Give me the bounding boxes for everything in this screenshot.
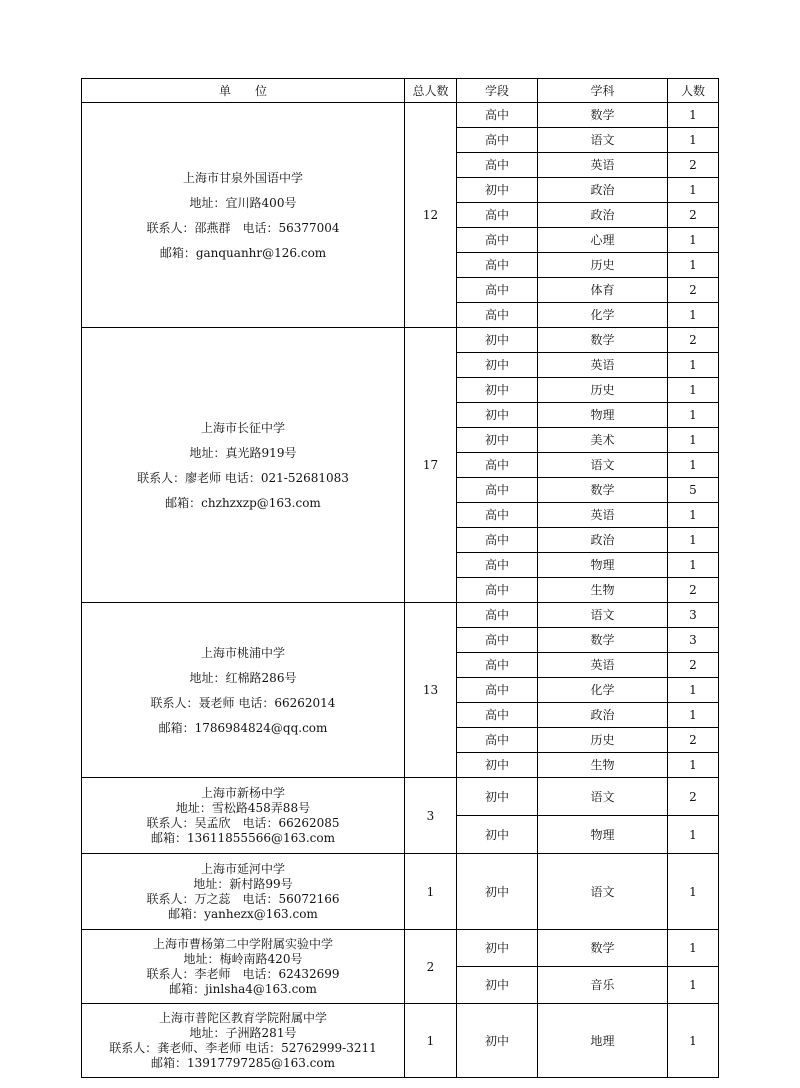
header-total: 总人数: [405, 79, 457, 103]
subject-cell: 地理: [538, 1004, 668, 1078]
count-cell: 3: [668, 628, 719, 653]
school-name: 上海市新杨中学: [200, 785, 285, 800]
school-email: 邮箱：13611855566@163.com: [150, 830, 336, 845]
header-stage: 学段: [457, 79, 538, 103]
stage-cell: 高中: [457, 203, 538, 228]
stage-cell: 初中: [457, 328, 538, 353]
count-cell: 3: [668, 603, 719, 628]
count-cell: 2: [668, 778, 719, 816]
school-address: 地址：雪松路458弄88号: [175, 800, 311, 815]
count-cell: 1: [668, 930, 719, 967]
stage-cell: 高中: [457, 228, 538, 253]
header-count: 人数: [668, 79, 719, 103]
header-subject: 学科: [538, 79, 668, 103]
count-cell: 2: [668, 278, 719, 303]
table-row: [82, 930, 719, 967]
subject-cell: 数学: [538, 628, 668, 653]
table-body: [82, 103, 719, 1078]
subject-cell: 数学: [538, 328, 668, 353]
count-cell: 1: [668, 253, 719, 278]
count-cell: 1: [668, 553, 719, 578]
school-email: 邮箱：jinlsha4@163.com: [169, 981, 317, 996]
header-row: [82, 79, 719, 103]
school-address: 地址：子洲路281号: [189, 1025, 297, 1040]
count-cell: 2: [668, 578, 719, 603]
table-row: [82, 1004, 719, 1078]
stage-cell: 高中: [457, 628, 538, 653]
subject-cell: 物理: [538, 816, 668, 854]
count-cell: 1: [668, 753, 719, 778]
school-email: 邮箱：yanhezx@163.com: [168, 906, 318, 921]
stage-cell: 高中: [457, 728, 538, 753]
count-cell: 1: [668, 103, 719, 128]
subject-cell: 语文: [538, 128, 668, 153]
school-info: [82, 930, 405, 1004]
stage-cell: 高中: [457, 653, 538, 678]
stage-cell: 高中: [457, 453, 538, 478]
stage-cell: 初中: [457, 178, 538, 203]
count-cell: 1: [668, 703, 719, 728]
table-row: [82, 103, 719, 128]
school-info: [82, 1004, 405, 1078]
subject-cell: 体育: [538, 278, 668, 303]
table-row: [82, 328, 719, 353]
count-cell: 1: [668, 854, 719, 930]
count-cell: 1: [668, 678, 719, 703]
count-cell: 1: [668, 378, 719, 403]
count-cell: 1: [668, 353, 719, 378]
count-cell: 1: [668, 967, 719, 1004]
subject-cell: 心理: [538, 228, 668, 253]
count-cell: 1: [668, 528, 719, 553]
count-cell: 1: [668, 303, 719, 328]
subject-cell: 英语: [538, 353, 668, 378]
stage-cell: 高中: [457, 703, 538, 728]
recruitment-table: [81, 78, 719, 1078]
stage-cell: 高中: [457, 103, 538, 128]
stage-cell: 初中: [457, 428, 538, 453]
stage-cell: 初中: [457, 403, 538, 428]
school-email: 邮箱：13917797285@163.com: [150, 1055, 336, 1070]
subject-cell: 生物: [538, 578, 668, 603]
count-cell: 5: [668, 478, 719, 503]
stage-cell: 初中: [457, 1004, 538, 1078]
school-name: 上海市曹杨第二中学附属实验中学: [152, 936, 333, 951]
school-name: 上海市普陀区教育学院附属中学: [158, 1010, 327, 1025]
school-name: 上海市甘泉外国语中学: [182, 170, 303, 185]
table-row: [82, 778, 719, 816]
stage-cell: 高中: [457, 278, 538, 303]
subject-cell: 英语: [538, 653, 668, 678]
count-cell: 1: [668, 228, 719, 253]
subject-cell: 生物: [538, 753, 668, 778]
stage-cell: 高中: [457, 478, 538, 503]
subject-cell: 数学: [538, 103, 668, 128]
school-address: 地址：真光路919号: [189, 445, 297, 460]
subject-cell: 物理: [538, 553, 668, 578]
header-unit: 单 位: [82, 79, 405, 103]
total-count: 3: [405, 778, 457, 854]
count-cell: 1: [668, 403, 719, 428]
subject-cell: 数学: [538, 478, 668, 503]
subject-cell: 历史: [538, 253, 668, 278]
school-email: 邮箱：ganquanhr@126.com: [159, 245, 327, 260]
stage-cell: 高中: [457, 503, 538, 528]
stage-cell: 高中: [457, 678, 538, 703]
school-name: 上海市长征中学: [200, 420, 285, 435]
subject-cell: 美术: [538, 428, 668, 453]
stage-cell: 高中: [457, 603, 538, 628]
stage-cell: 初中: [457, 353, 538, 378]
count-cell: 1: [668, 453, 719, 478]
subject-cell: 语文: [538, 603, 668, 628]
subject-cell: 政治: [538, 528, 668, 553]
stage-cell: 初中: [457, 753, 538, 778]
subject-cell: 历史: [538, 728, 668, 753]
subject-cell: 化学: [538, 678, 668, 703]
count-cell: 1: [668, 503, 719, 528]
school-name: 上海市延河中学: [200, 861, 285, 876]
stage-cell: 高中: [457, 553, 538, 578]
school-name: 上海市桃浦中学: [200, 645, 285, 660]
subject-cell: 语文: [538, 778, 668, 816]
total-count: 2: [405, 930, 457, 1004]
total-count: 12: [405, 103, 457, 328]
school-contact: 联系人：李老师 电话：62432699: [146, 966, 340, 981]
stage-cell: 初中: [457, 854, 538, 930]
count-cell: 1: [668, 428, 719, 453]
school-contact: 联系人：廖老师 电话：021-52681083: [137, 470, 349, 485]
stage-cell: 高中: [457, 303, 538, 328]
total-count: 17: [405, 328, 457, 603]
school-info: [82, 778, 405, 854]
count-cell: 2: [668, 328, 719, 353]
table-row: [82, 603, 719, 628]
count-cell: 2: [668, 153, 719, 178]
school-address: 地址：宜川路400号: [189, 195, 297, 210]
stage-cell: 高中: [457, 253, 538, 278]
count-cell: 2: [668, 728, 719, 753]
subject-cell: 政治: [538, 203, 668, 228]
subject-cell: 语文: [538, 854, 668, 930]
school-contact: 联系人：聂老师 电话：66262014: [150, 695, 336, 710]
school-email: 邮箱：chzhzxzp@163.com: [165, 495, 321, 510]
school-address: 地址：梅岭南路420号: [183, 951, 303, 966]
subject-cell: 英语: [538, 153, 668, 178]
subject-cell: 物理: [538, 403, 668, 428]
stage-cell: 初中: [457, 967, 538, 1004]
subject-cell: 化学: [538, 303, 668, 328]
table-row: [82, 854, 719, 930]
subject-cell: 数学: [538, 930, 668, 967]
school-contact: 联系人：吴孟欣 电话：66262085: [146, 815, 340, 830]
school-info: [82, 328, 405, 603]
subject-cell: 英语: [538, 503, 668, 528]
count-cell: 1: [668, 178, 719, 203]
school-contact: 联系人：龚老师、李老师 电话：52762999-3211: [109, 1040, 377, 1055]
school-info: [82, 103, 405, 328]
school-email: 邮箱：1786984824@qq.com: [158, 720, 328, 735]
count-cell: 2: [668, 203, 719, 228]
stage-cell: 高中: [457, 153, 538, 178]
school-address: 地址：红棉路286号: [189, 670, 297, 685]
subject-cell: 音乐: [538, 967, 668, 1004]
school-contact: 联系人：万之蕊 电话：56072166: [146, 891, 340, 906]
subject-cell: 语文: [538, 453, 668, 478]
subject-cell: 政治: [538, 178, 668, 203]
total-count: 1: [405, 1004, 457, 1078]
count-cell: 1: [668, 128, 719, 153]
stage-cell: 高中: [457, 128, 538, 153]
school-address: 地址：新村路99号: [193, 876, 293, 891]
stage-cell: 初中: [457, 778, 538, 816]
count-cell: 1: [668, 1004, 719, 1078]
subject-cell: 政治: [538, 703, 668, 728]
total-count: 13: [405, 603, 457, 778]
count-cell: 2: [668, 653, 719, 678]
stage-cell: 高中: [457, 528, 538, 553]
school-info: [82, 603, 405, 778]
subject-cell: 历史: [538, 378, 668, 403]
total-count: 1: [405, 854, 457, 930]
school-info: [82, 854, 405, 930]
stage-cell: 高中: [457, 578, 538, 603]
school-contact: 联系人：邵燕群 电话：56377004: [146, 220, 340, 235]
stage-cell: 初中: [457, 378, 538, 403]
stage-cell: 初中: [457, 816, 538, 854]
stage-cell: 初中: [457, 930, 538, 967]
count-cell: 1: [668, 816, 719, 854]
